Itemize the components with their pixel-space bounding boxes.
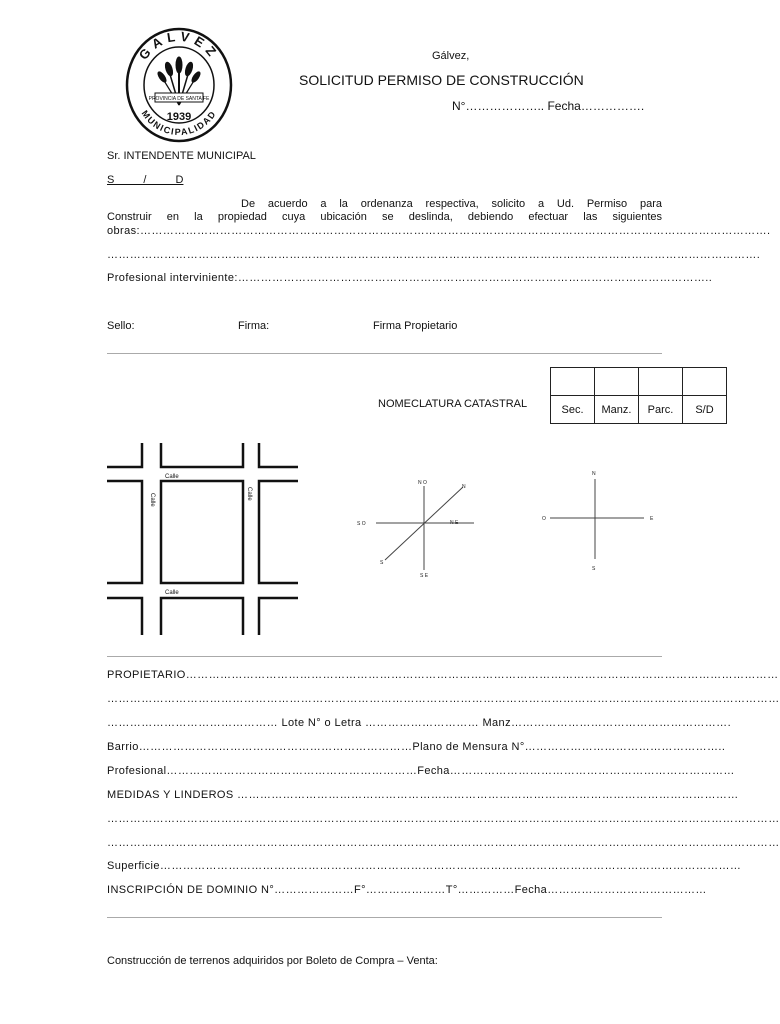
catastral-cell-parc[interactable] bbox=[639, 368, 683, 396]
street-label-top: Calle bbox=[165, 474, 179, 480]
catastral-label: NOMECLATURA CATASTRAL bbox=[378, 398, 528, 410]
seal-bottom-text: MUNICIPALIDAD bbox=[139, 108, 219, 138]
catastral-cell-manz[interactable] bbox=[595, 368, 639, 396]
footer-text: Construcción de terrenos adquiridos por Boleto de Compra – Venta: bbox=[107, 955, 438, 967]
compass-label-se: S E bbox=[420, 573, 429, 579]
seal-year: 1939 bbox=[166, 111, 192, 123]
owner-signature-label: Firma Propietario bbox=[373, 320, 458, 332]
municipal-seal bbox=[125, 27, 233, 143]
lot-line: ……………………………………… Lote N° o Letra ………………………… Manz…………………………………………………. bbox=[107, 717, 732, 729]
compass-label-n: N bbox=[462, 484, 466, 490]
cardinal-label-e: E bbox=[650, 516, 654, 522]
addressee-line: Sr. INTENDENTE MUNICIPAL bbox=[107, 150, 256, 162]
domain-inscription-line: INSCRIPCIÓN DE DOMINIO N°…………………F°…………………T°……………Fecha…………………………………… bbox=[107, 884, 707, 896]
blank-line: …………………………………………………………………………………………………………………………………………………………… bbox=[107, 693, 780, 705]
compass-label-so: S O bbox=[357, 521, 366, 527]
street-label-left: Calle bbox=[149, 493, 155, 507]
seal-top-text: GALVEZ bbox=[135, 28, 223, 63]
blank-line: …………………………………………………………………………………………………………………………………………………………… bbox=[107, 837, 780, 849]
catastral-table bbox=[550, 367, 727, 424]
street-label-right: Calle bbox=[246, 487, 252, 501]
cardinal-label-o: O bbox=[542, 516, 546, 522]
signature-label: Firma: bbox=[238, 320, 270, 332]
street-map-diagram bbox=[107, 443, 298, 635]
cardinal-compass-diagram bbox=[538, 464, 668, 574]
catastral-header-manz: Manz. bbox=[595, 396, 639, 424]
divider bbox=[107, 917, 662, 918]
city-label: Gálvez, bbox=[432, 50, 470, 62]
number-date-line: N°……………….. Fecha……………. bbox=[452, 99, 645, 113]
compass-label-ne: N E bbox=[450, 520, 459, 526]
request-text-line-2: Construir en la propiedad cuya ubicación se deslinda, debiendo efectuar las siguientes bbox=[107, 211, 662, 223]
cardinal-label-s: S bbox=[592, 566, 596, 572]
professional-line: Profesional interviniente:…………………………………………………………………………………………………………….. bbox=[107, 272, 713, 284]
surface-line: Superficie……………………………………………………………………………………………………………………………………… bbox=[107, 860, 742, 872]
neighborhood-line: Barrio………………………………………………………………Plano de Mensura N°…………………………………………….. bbox=[107, 741, 726, 753]
owner-line: PROPIETARIO………………………………………………………………………………………………………………………………………… bbox=[107, 669, 779, 681]
measures-line: MEDIDAS Y LINDEROS …………………………………………………………………………………………………………………… bbox=[107, 789, 739, 801]
seal-ribbon-text: PROVINCIA DE SANTA FE bbox=[148, 96, 210, 102]
catastral-header-sec: Sec. bbox=[551, 396, 595, 424]
works-line: obras:…………………………………………………………………………………………………………………………………………………. bbox=[107, 225, 771, 237]
request-text-line-1: De acuerdo a la ordenanza respectiva, solicito a Ud. Permiso para bbox=[241, 198, 662, 210]
catastral-header-parc: Parc. bbox=[639, 396, 683, 424]
catastral-cell-sec[interactable] bbox=[551, 368, 595, 396]
diagonal-compass-diagram bbox=[340, 462, 470, 584]
blank-line: …………………………………………………………………………………………………………………………………………………………… bbox=[107, 813, 780, 825]
divider bbox=[107, 353, 662, 354]
compass-label-s: S bbox=[380, 560, 384, 566]
cardinal-label-n: N bbox=[592, 471, 596, 477]
divider bbox=[107, 656, 662, 657]
catastral-header-sd: S/D bbox=[683, 396, 727, 424]
street-label-bottom: Calle bbox=[165, 590, 179, 596]
works-line-2: ………………………………………………………………………………………………………………………………………………………. bbox=[107, 249, 761, 261]
addressee-sd: S / D bbox=[107, 174, 184, 186]
professional-date-line: Profesional…………………………………………………………Fecha………………………………………………………………… bbox=[107, 765, 735, 777]
compass-label-no: N O bbox=[418, 480, 427, 486]
page-title: SOLICITUD PERMISO DE CONSTRUCCIÓN bbox=[299, 72, 584, 88]
catastral-cell-sd[interactable] bbox=[683, 368, 727, 396]
seal-label: Sello: bbox=[107, 320, 135, 332]
